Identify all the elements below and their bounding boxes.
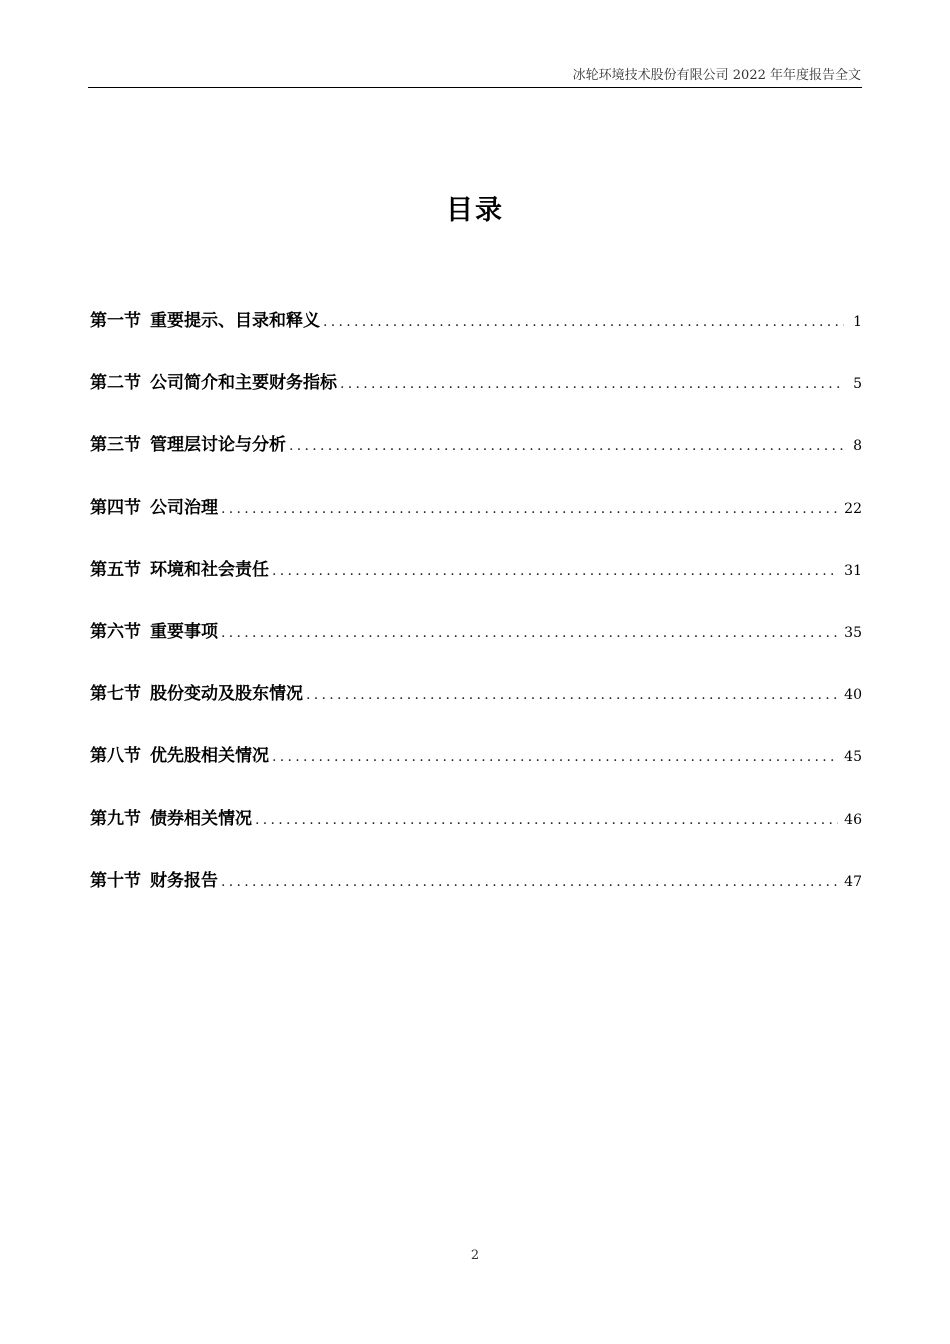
toc-dot-leader: [272, 563, 838, 579]
toc-dot-leader: [221, 625, 838, 641]
document-header: 冰轮环境技术股份有限公司 2022 年年度报告全文: [572, 68, 861, 83]
toc-dot-leader: [323, 314, 844, 330]
toc-section-title: 股份变动及股东情况: [150, 684, 303, 705]
toc-section-title: 重要提示、目录和释义: [150, 311, 320, 331]
footer-page-number: 2: [470, 1248, 480, 1263]
toc-page-number: 35: [844, 624, 862, 641]
toc-section-title: 债券相关情况: [150, 808, 252, 829]
toc-page-number: 45: [844, 749, 862, 766]
page-title: 目录: [446, 195, 504, 226]
toc-dot-leader: [306, 687, 838, 703]
toc-entry-6[interactable]: [90, 617, 862, 679]
toc-section-label: 第九节: [90, 808, 141, 829]
toc-dot-leader: [221, 501, 838, 517]
toc-page-number: 46: [844, 811, 862, 828]
toc-entry-7[interactable]: [90, 679, 862, 741]
toc-section-label: 第四节: [90, 497, 141, 518]
toc-section-title: 公司治理: [150, 497, 218, 518]
toc-page-number: 8: [853, 438, 862, 455]
toc-page-number: 1: [853, 314, 862, 330]
toc-dot-leader: [272, 749, 838, 765]
toc-entry-8[interactable]: [90, 741, 862, 803]
toc-entry-10[interactable]: [90, 866, 862, 928]
toc-section-label: 第六节: [90, 621, 141, 642]
toc-section-label: 第五节: [90, 559, 141, 580]
toc-section-label: 第一节: [90, 311, 141, 331]
toc-section-title: 环境和社会责任: [150, 559, 269, 580]
toc-section-title: 优先股相关情况: [150, 746, 269, 767]
toc-entry-2[interactable]: [90, 368, 862, 430]
toc-page-number: 40: [844, 687, 862, 704]
toc-page-number: 5: [853, 376, 862, 393]
toc-page-number: 47: [844, 873, 862, 890]
toc-entry-4[interactable]: [90, 493, 862, 555]
header-divider: [88, 87, 862, 88]
toc-section-title: 重要事项: [150, 621, 218, 642]
toc-page-number: 31: [844, 562, 862, 579]
toc-dot-leader: [221, 874, 838, 890]
toc-dot-leader: [289, 438, 844, 454]
toc-dot-leader: [255, 812, 838, 828]
toc-entry-3[interactable]: [90, 430, 862, 492]
toc-entry-9[interactable]: [90, 804, 862, 866]
toc-dot-leader: [340, 376, 844, 392]
toc-section-title: 管理层讨论与分析: [150, 435, 286, 456]
toc-page-number: 22: [844, 500, 862, 517]
toc-section-label: 第七节: [90, 684, 141, 705]
toc-section-title: 公司简介和主要财务指标: [150, 373, 337, 394]
toc-section-label: 第三节: [90, 435, 141, 456]
toc-section-title: 财务报告: [150, 870, 218, 891]
toc-entry-1[interactable]: [90, 306, 862, 368]
toc-entry-5[interactable]: [90, 555, 862, 617]
table-of-contents: [90, 306, 862, 928]
toc-section-label: 第二节: [90, 373, 141, 394]
toc-section-label: 第八节: [90, 746, 141, 767]
toc-section-label: 第十节: [90, 870, 141, 891]
